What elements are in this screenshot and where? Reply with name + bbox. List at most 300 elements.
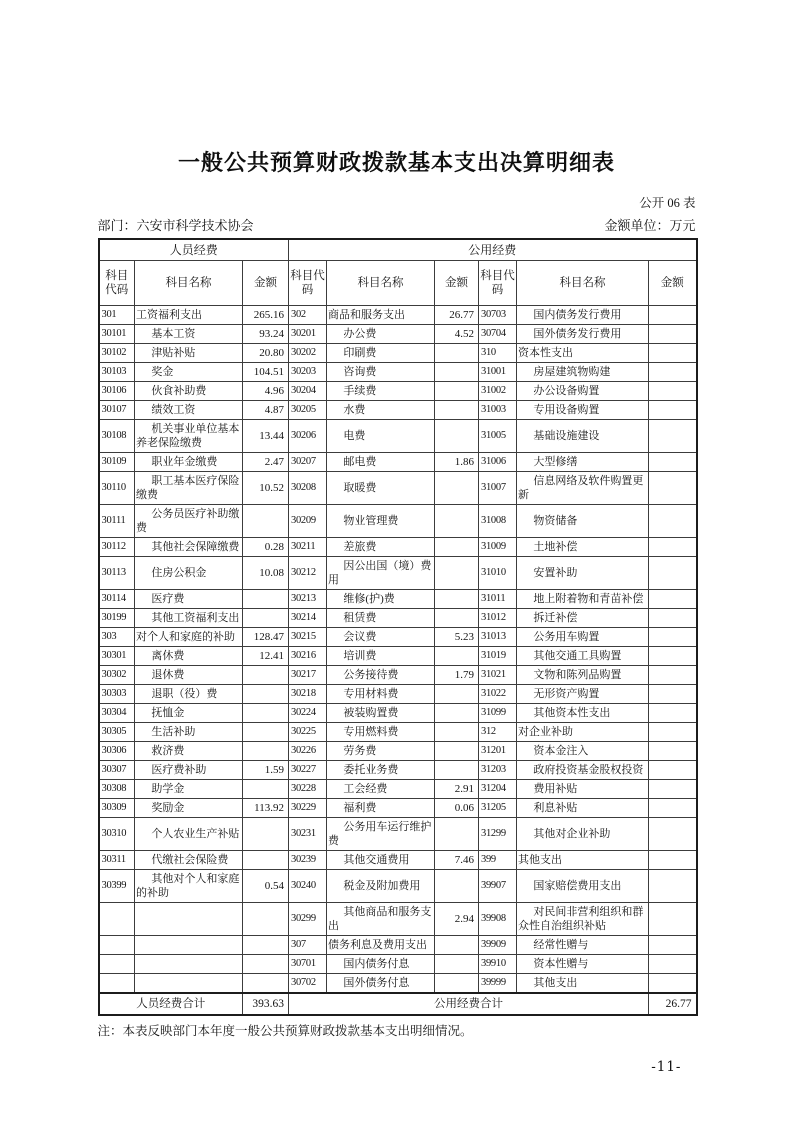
table-row [99,420,697,453]
amount-cell [649,382,697,401]
name-cell: 邮电费 [327,453,435,472]
name-cell: 物业管理费 [327,505,435,538]
code-cell: 30224 [289,704,327,723]
name-cell: 专用材料费 [327,685,435,704]
code-cell: 31008 [479,505,517,538]
name-cell: 电费 [327,420,435,453]
name-cell: 津贴补贴 [135,344,243,363]
amount-cell [243,955,289,974]
amount-cell: 26.77 [435,306,479,325]
code-cell: 30308 [99,780,135,799]
code-cell: 30309 [99,799,135,818]
code-cell: 30212 [289,557,327,590]
name-cell: 手续费 [327,382,435,401]
name-cell: 劳务费 [327,742,435,761]
amount-cell [649,472,697,505]
document-sheet [98,0,696,1075]
name-cell: 取暖费 [327,472,435,505]
amount-cell [649,974,697,994]
amount-cell [649,325,697,344]
name-cell: 资本性支出 [517,344,649,363]
column-header-amount-1: 金额 [243,261,289,306]
code-cell: 30231 [289,818,327,851]
table-row [99,382,697,401]
code-cell: 30202 [289,344,327,363]
code-cell: 31204 [479,780,517,799]
column-header-row [99,261,697,306]
name-cell: 税金及附加费用 [327,870,435,903]
column-header-name-1: 科目名称 [135,261,243,306]
amount-cell [435,647,479,666]
name-cell: 经常性赠与 [517,936,649,955]
name-cell: 大型修缮 [517,453,649,472]
name-cell: 生活补助 [135,723,243,742]
amount-cell: 0.28 [243,538,289,557]
amount-cell [649,685,697,704]
code-cell: 301 [99,306,135,325]
amount-cell [435,818,479,851]
code-cell: 30214 [289,609,327,628]
amount-cell [649,344,697,363]
code-cell: 30108 [99,420,135,453]
code-cell: 30205 [289,401,327,420]
name-cell: 印刷费 [327,344,435,363]
code-cell: 31012 [479,609,517,628]
code-cell [99,974,135,994]
name-cell: 水费 [327,401,435,420]
amount-cell [649,780,697,799]
amount-cell [649,936,697,955]
code-cell: 30226 [289,742,327,761]
amount-cell: 0.54 [243,870,289,903]
code-cell [99,936,135,955]
code-cell: 30213 [289,590,327,609]
code-cell: 30301 [99,647,135,666]
amount-cell: 128.47 [243,628,289,647]
table-row [99,363,697,382]
name-cell: 国外债务发行费用 [517,325,649,344]
table-row [99,453,697,472]
amount-cell [243,723,289,742]
amount-cell: 2.94 [435,903,479,936]
table-row [99,742,697,761]
amount-cell [649,761,697,780]
table-row [99,325,697,344]
name-cell: 国内债务发行费用 [517,306,649,325]
name-cell: 拆迁补偿 [517,609,649,628]
amount-cell: 2.91 [435,780,479,799]
budget-table [98,238,698,1016]
name-cell: 退职（役）费 [135,685,243,704]
amount-cell [649,723,697,742]
amount-cell [243,780,289,799]
amount-cell [649,799,697,818]
amount-cell [243,666,289,685]
code-cell: 39908 [479,903,517,936]
amount-cell: 1.59 [243,761,289,780]
amount-cell: 1.86 [435,453,479,472]
name-cell: 被装购置费 [327,704,435,723]
amount-cell [435,974,479,994]
code-cell: 31203 [479,761,517,780]
name-cell: 代缴社会保险费 [135,851,243,870]
code-cell: 39910 [479,955,517,974]
name-cell: 办公费 [327,325,435,344]
amount-cell [649,401,697,420]
table-row [99,685,697,704]
name-cell [135,974,243,994]
name-cell: 资本金注入 [517,742,649,761]
name-cell: 会议费 [327,628,435,647]
code-cell: 30304 [99,704,135,723]
table-row [99,306,697,325]
amount-cell [649,590,697,609]
code-cell [99,903,135,936]
table-row [99,590,697,609]
code-cell: 30216 [289,647,327,666]
amount-cell: 2.47 [243,453,289,472]
amount-cell [243,818,289,851]
code-cell: 30208 [289,472,327,505]
column-header-code-2: 科目代码 [289,261,327,306]
name-cell: 国内债务付息 [327,955,435,974]
unit-label: 金额单位：万元 [604,218,696,233]
name-cell: 医疗费 [135,590,243,609]
form-number: 公开 06 表 [639,196,696,210]
table-row [99,557,697,590]
code-cell: 30114 [99,590,135,609]
amount-cell [649,903,697,936]
name-cell: 土地补偿 [517,538,649,557]
amount-cell: 4.52 [435,325,479,344]
column-header-amount-2: 金额 [435,261,479,306]
table-row [99,723,697,742]
name-cell: 职工基本医疗保险缴费 [135,472,243,505]
name-cell: 其他工资福利支出 [135,609,243,628]
name-cell: 离休费 [135,647,243,666]
code-cell: 307 [289,936,327,955]
table-row [99,851,697,870]
amount-cell [243,974,289,994]
group-header-public: 公用经费 [289,239,697,261]
page-number: -11- [651,1059,682,1075]
amount-cell [649,628,697,647]
amount-cell [649,306,697,325]
code-cell: 31002 [479,382,517,401]
name-cell: 公务用车购置 [517,628,649,647]
amount-cell [649,666,697,685]
name-cell: 无形资产购置 [517,685,649,704]
code-cell: 30239 [289,851,327,870]
amount-cell [649,363,697,382]
name-cell: 个人农业生产补贴 [135,818,243,851]
code-cell: 30399 [99,870,135,903]
name-cell: 商品和服务支出 [327,306,435,325]
code-cell: 30211 [289,538,327,557]
code-cell: 30111 [99,505,135,538]
code-cell: 399 [479,851,517,870]
name-cell: 培训费 [327,647,435,666]
name-cell: 地上附着物和青苗补偿 [517,590,649,609]
personnel-total-label: 人员经费合计 [99,993,243,1015]
code-cell: 30303 [99,685,135,704]
name-cell: 其他支出 [517,974,649,994]
name-cell: 工资福利支出 [135,306,243,325]
amount-cell [649,955,697,974]
amount-cell: 20.80 [243,344,289,363]
amount-cell [435,704,479,723]
code-cell: 302 [289,306,327,325]
code-cell: 30702 [289,974,327,994]
amount-cell: 265.16 [243,306,289,325]
page-title: 一般公共预算财政拨款基本支出决算明细表 [177,150,615,175]
amount-cell [435,590,479,609]
name-cell: 救济费 [135,742,243,761]
name-cell: 助学金 [135,780,243,799]
name-cell: 医疗费补助 [135,761,243,780]
code-cell: 30215 [289,628,327,647]
name-cell [135,936,243,955]
amount-cell [243,742,289,761]
code-cell: 312 [479,723,517,742]
code-cell: 31009 [479,538,517,557]
name-cell: 其他交通费用 [327,851,435,870]
name-cell: 其他支出 [517,851,649,870]
meta-row [98,215,696,234]
code-cell: 30207 [289,453,327,472]
amount-cell [649,647,697,666]
name-cell: 信息网络及软件购置更新 [517,472,649,505]
code-cell: 303 [99,628,135,647]
name-cell: 安置补助 [517,557,649,590]
code-cell: 30101 [99,325,135,344]
column-header-code-3: 科目代码 [479,261,517,306]
code-cell: 31019 [479,647,517,666]
code-cell: 30110 [99,472,135,505]
code-cell: 30203 [289,363,327,382]
name-cell: 职业年金缴费 [135,453,243,472]
code-cell: 31005 [479,420,517,453]
code-cell: 30302 [99,666,135,685]
amount-cell: 1.79 [435,666,479,685]
amount-cell [435,382,479,401]
amount-cell: 113.92 [243,799,289,818]
amount-cell [243,609,289,628]
code-cell: 31099 [479,704,517,723]
amount-cell [649,742,697,761]
table-row [99,870,697,903]
table-row [99,955,697,974]
name-cell: 其他交通工具购置 [517,647,649,666]
table-row [99,666,697,685]
code-cell: 31205 [479,799,517,818]
name-cell: 基础设施建设 [517,420,649,453]
name-cell [135,903,243,936]
name-cell: 公务用车运行维护费 [327,818,435,851]
name-cell: 文物和陈列品购置 [517,666,649,685]
column-header-name-2: 科目名称 [327,261,435,306]
name-cell: 对个人和家庭的补助 [135,628,243,647]
name-cell: 退休费 [135,666,243,685]
table-row [99,818,697,851]
amount-cell [243,936,289,955]
amount-cell [435,761,479,780]
code-cell: 30240 [289,870,327,903]
code-cell: 31299 [479,818,517,851]
amount-cell [435,955,479,974]
code-cell: 310 [479,344,517,363]
code-cell: 30103 [99,363,135,382]
amount-cell [649,851,697,870]
code-cell: 31007 [479,472,517,505]
name-cell: 维修(护)费 [327,590,435,609]
code-cell: 31013 [479,628,517,647]
amount-cell: 10.52 [243,472,289,505]
amount-cell [649,420,697,453]
code-cell: 39907 [479,870,517,903]
code-cell: 30109 [99,453,135,472]
code-cell: 30305 [99,723,135,742]
amount-cell: 7.46 [435,851,479,870]
amount-cell [435,472,479,505]
amount-cell: 4.96 [243,382,289,401]
public-total-label: 公用经费合计 [289,993,649,1015]
amount-cell [435,505,479,538]
table-row [99,799,697,818]
amount-cell [243,704,289,723]
amount-cell [435,363,479,382]
amount-cell [649,538,697,557]
group-header-personnel: 人员经费 [99,239,289,261]
code-cell: 30311 [99,851,135,870]
code-cell: 30703 [479,306,517,325]
amount-cell: 0.06 [435,799,479,818]
name-cell: 费用补贴 [517,780,649,799]
code-cell [99,955,135,974]
amount-cell [649,870,697,903]
name-cell: 咨询费 [327,363,435,382]
name-cell: 因公出国（境）费用 [327,557,435,590]
name-cell: 国家赔偿费用支出 [517,870,649,903]
table-row [99,344,697,363]
table-row [99,936,697,955]
table-row [99,761,697,780]
table-row [99,472,697,505]
name-cell: 公务接待费 [327,666,435,685]
amount-cell [435,742,479,761]
code-cell: 31001 [479,363,517,382]
amount-cell [435,538,479,557]
name-cell: 专用设备购置 [517,401,649,420]
table-row [99,505,697,538]
name-cell: 奖金 [135,363,243,382]
name-cell: 其他对企业补助 [517,818,649,851]
code-cell: 30201 [289,325,327,344]
table-row [99,628,697,647]
amount-cell [435,609,479,628]
code-cell: 30113 [99,557,135,590]
name-cell: 住房公积金 [135,557,243,590]
name-cell: 公务员医疗补助缴费 [135,505,243,538]
code-cell: 39999 [479,974,517,994]
code-cell: 31201 [479,742,517,761]
name-cell: 其他资本性支出 [517,704,649,723]
name-cell: 利息补贴 [517,799,649,818]
code-cell: 30107 [99,401,135,420]
name-cell: 绩效工资 [135,401,243,420]
name-cell: 机关事业单位基本养老保险缴费 [135,420,243,453]
amount-cell [435,870,479,903]
name-cell: 政府投资基金股权投资 [517,761,649,780]
code-cell: 31021 [479,666,517,685]
amount-cell [649,557,697,590]
name-cell: 办公设备购置 [517,382,649,401]
column-header-amount-3: 金额 [649,261,697,306]
name-cell: 其他商品和服务支出 [327,903,435,936]
name-cell: 抚恤金 [135,704,243,723]
code-cell: 30209 [289,505,327,538]
department-label: 部门：六安市科学技术协会 [97,218,254,233]
code-cell: 30701 [289,955,327,974]
name-cell: 基本工资 [135,325,243,344]
name-cell: 委托业务费 [327,761,435,780]
name-cell: 房屋建筑物购建 [517,363,649,382]
note-text: 注：本表反映部门本年度一般公共预算财政拨款基本支出明细情况。 [97,1024,473,1038]
table-row [99,903,697,936]
amount-cell [435,401,479,420]
name-cell: 其他对个人和家庭的补助 [135,870,243,903]
code-cell: 30217 [289,666,327,685]
group-header-row [99,239,697,261]
table-row [99,704,697,723]
code-cell: 31006 [479,453,517,472]
name-cell: 奖励金 [135,799,243,818]
code-cell: 31010 [479,557,517,590]
amount-cell [435,557,479,590]
code-cell: 39909 [479,936,517,955]
column-header-code-1: 科目代码 [99,261,135,306]
code-cell: 31011 [479,590,517,609]
name-cell: 对企业补助 [517,723,649,742]
table-row [99,974,697,994]
amount-cell: 12.41 [243,647,289,666]
code-cell: 30218 [289,685,327,704]
code-cell: 30199 [99,609,135,628]
code-cell: 30306 [99,742,135,761]
public-total-value: 26.77 [649,993,697,1015]
code-cell: 30112 [99,538,135,557]
code-cell: 31022 [479,685,517,704]
code-cell: 30204 [289,382,327,401]
name-cell: 工会经费 [327,780,435,799]
amount-cell: 5.23 [435,628,479,647]
table-row [99,609,697,628]
name-cell: 其他社会保障缴费 [135,538,243,557]
total-row [99,993,697,1015]
code-cell: 30229 [289,799,327,818]
column-header-name-3: 科目名称 [517,261,649,306]
name-cell: 国外债务付息 [327,974,435,994]
amount-cell [243,685,289,704]
code-cell: 30704 [479,325,517,344]
name-cell: 专用燃料费 [327,723,435,742]
amount-cell [243,903,289,936]
amount-cell: 4.87 [243,401,289,420]
name-cell: 对民间非营利组织和群众性自治组织补贴 [517,903,649,936]
table-row [99,401,697,420]
code-cell: 30102 [99,344,135,363]
amount-cell: 10.08 [243,557,289,590]
